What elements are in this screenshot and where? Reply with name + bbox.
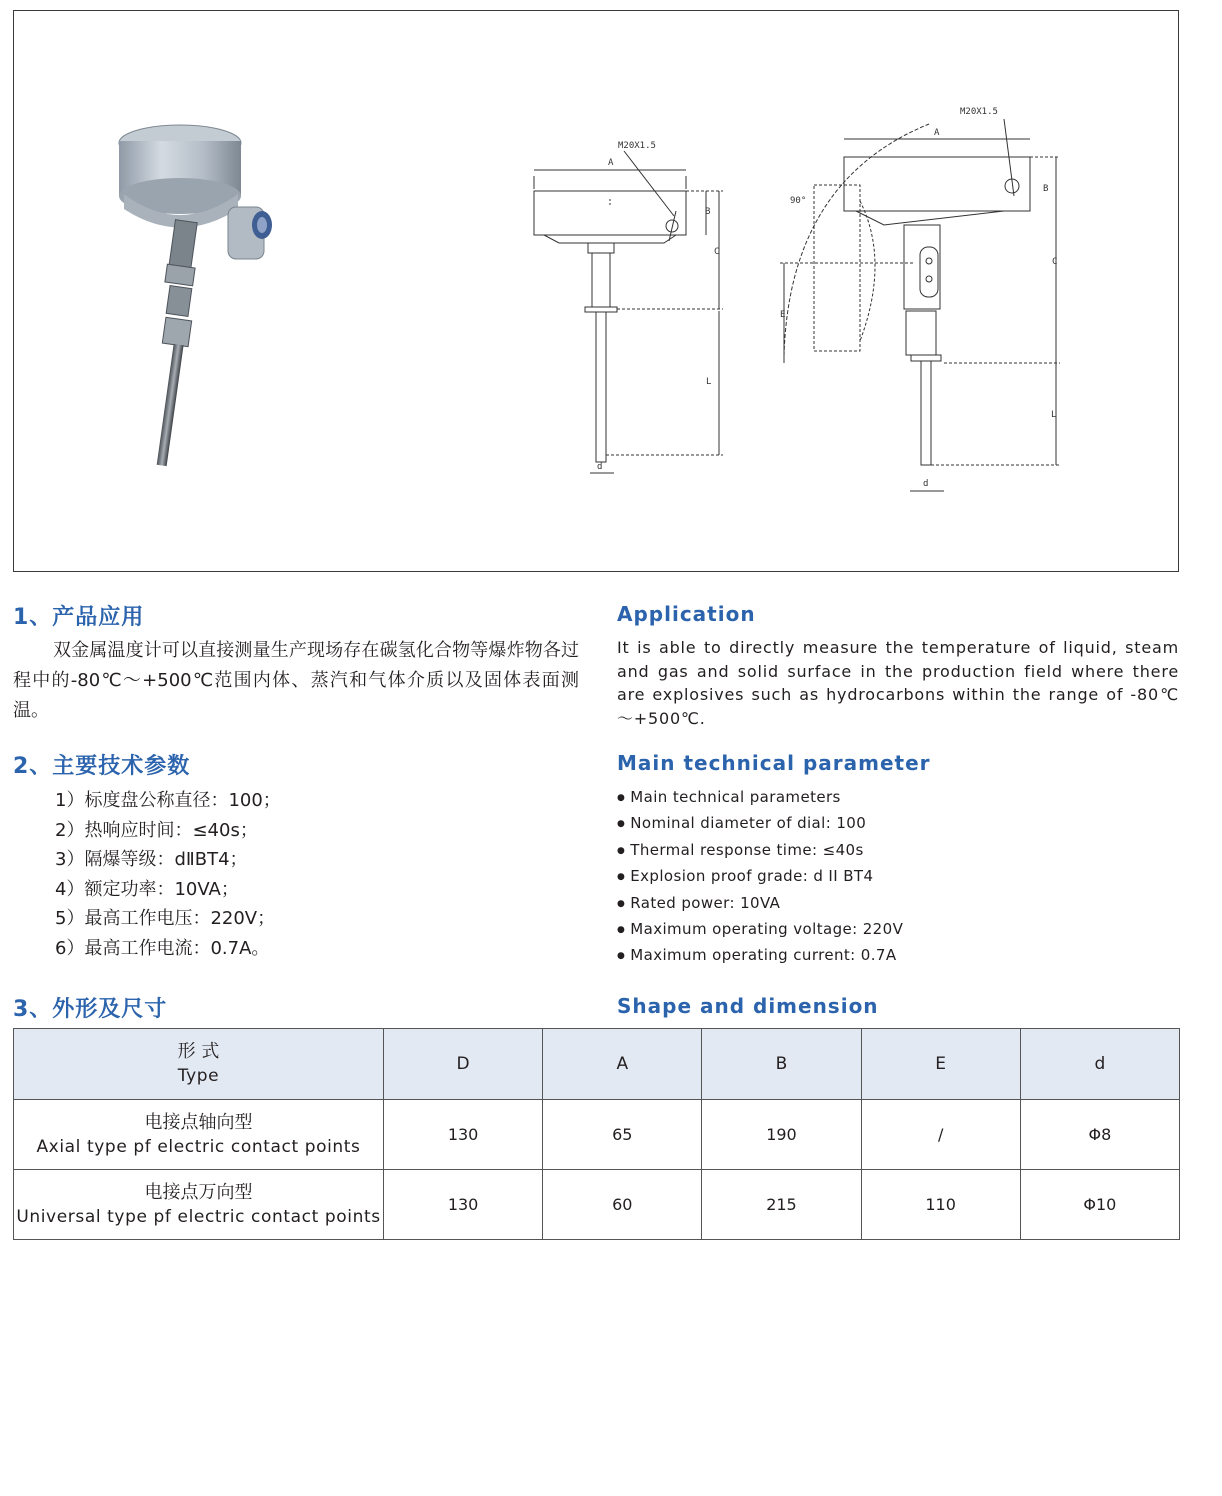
header-a: A (543, 1029, 702, 1100)
universal-dim-e-label: E (780, 310, 786, 320)
universal-type-drawing (780, 119, 1060, 491)
universal-dim-c-label: C (1052, 257, 1058, 267)
parameter-item: 1）标度盘公称直径：100； (55, 790, 281, 811)
table-cell: 190 (702, 1100, 861, 1170)
table-cell: 130 (384, 1170, 543, 1240)
row-type-en: Axial type pf electric contact points (36, 1136, 361, 1157)
axial-dim-l-label: L (706, 377, 712, 387)
header-type-zh: 形 式 (177, 1041, 220, 1062)
parameter-list-en (617, 784, 903, 969)
table-cell: Φ8 (1020, 1100, 1179, 1170)
dimension-table (13, 1028, 1180, 1240)
header-d-upper: D (384, 1029, 543, 1100)
axial-thread-label: M20X1.5 (618, 141, 656, 151)
section1-heading-en: Application (617, 602, 756, 626)
table-header-row (14, 1029, 1180, 1100)
universal-angle-label: 90° (790, 196, 807, 206)
axial-dim-d-label: d (597, 462, 603, 472)
parameter-item: ● Maximum operating current: 0.7A (617, 942, 903, 968)
table-row (14, 1170, 1180, 1240)
table-cell: 60 (543, 1170, 702, 1240)
application-text-zh: 双金属温度计可以直接测量生产现场存在碳氢化合物等爆炸物各过程中的-80℃～+500℃范围内体、蒸汽和气体介质以及固体表面测温。 (13, 640, 579, 721)
header-d-lower: d (1020, 1029, 1179, 1100)
figure-drawings (14, 11, 1180, 573)
section1-heading-zh: 1、产品应用 (13, 605, 145, 630)
universal-thread-label: M20X1.5 (960, 107, 998, 117)
parameter-item: 4）额定功率：10VA； (55, 878, 239, 900)
parameter-item: ● Maximum operating voltage: 220V (617, 916, 903, 942)
section3-heading-zh: 3、外形及尺寸 (13, 997, 168, 1022)
parameter-list-zh (55, 786, 281, 964)
parameter-item: 6）最高工作电流：0.7A。 (55, 937, 270, 959)
section3-heading-en: Shape and dimension (617, 994, 879, 1018)
header-b: B (702, 1029, 861, 1100)
axial-dim-b-label: B (705, 207, 711, 217)
row-type-cell (14, 1100, 384, 1170)
universal-dim-d-label: d (923, 479, 929, 489)
section2-heading-zh: 2、主要技术参数 (13, 754, 191, 779)
parameter-item: 5）最高工作电压：220V； (55, 908, 276, 930)
header-type-en: Type (177, 1066, 220, 1086)
parameter-item: 2）热响应时间：≤40s； (55, 819, 258, 841)
header-e: E (861, 1029, 1020, 1100)
row-type-zh: 电接点轴向型 (144, 1111, 253, 1133)
product-figure (13, 10, 1179, 572)
universal-dim-a-label: A (934, 128, 940, 138)
universal-dim-b-label: B (1043, 184, 1049, 194)
axial-type-drawing (534, 151, 723, 473)
product-photo (119, 125, 272, 466)
row-type-en: Universal type pf electric contact points (16, 1206, 381, 1227)
table-row (14, 1100, 1180, 1170)
row-type-zh: 电接点万向型 (144, 1181, 253, 1203)
section2-heading-en: Main technical parameter (617, 751, 931, 775)
table-cell: 110 (861, 1170, 1020, 1240)
axial-dim-a-label: A (608, 158, 614, 168)
parameter-item: ● Rated power: 10VA (617, 890, 903, 916)
parameter-item: ● Nominal diameter of dial: 100 (617, 810, 903, 836)
parameter-item: ● Main technical parameters (617, 784, 903, 810)
row-type-cell (14, 1170, 384, 1240)
parameter-item: ● Explosion proof grade: d II BT4 (617, 863, 903, 889)
table-cell: Φ10 (1020, 1170, 1179, 1240)
axial-dim-c-label: C (714, 247, 720, 257)
parameter-item: 3）隔爆等级：dⅡBT4； (55, 849, 248, 871)
application-text-en: It is able to directly measure the temperature of liquid, steam and gas and solid surface in the production field where there are explosives such as hydrocarbons within the range of -80℃～+500℃. (617, 638, 1179, 728)
table-cell: 65 (543, 1100, 702, 1170)
header-type (14, 1029, 384, 1100)
universal-dim-l-label: L (1051, 410, 1057, 420)
table-cell: 215 (702, 1170, 861, 1240)
table-cell: 130 (384, 1100, 543, 1170)
table-cell: / (861, 1100, 1020, 1170)
parameter-item: ● Thermal response time: ≤40s (617, 837, 903, 863)
